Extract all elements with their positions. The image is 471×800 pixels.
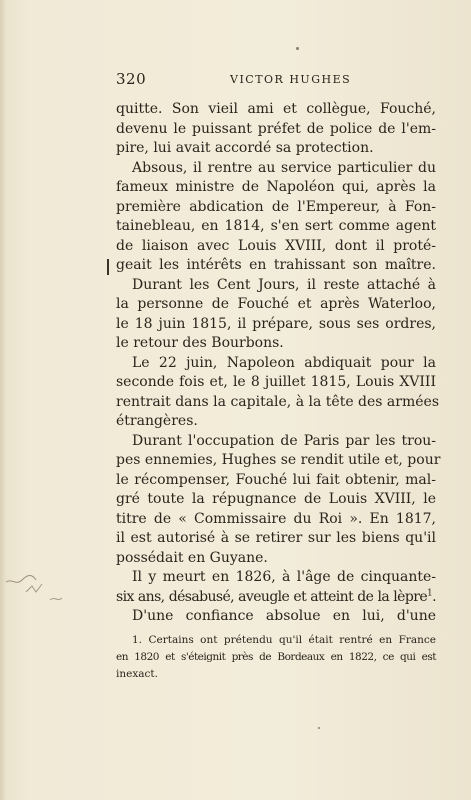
pencil-scribble [2,560,72,620]
text-line: Durant les Cent Jours, il reste attaché à [132,276,436,293]
text-line: pire, lui avait accordé sa protection. [116,140,374,156]
text-line: pes ennemies, Hughes se rendit utile et, pour [116,452,441,468]
text-line: le récompenser, Fouché lui fait obtenir, mal- [116,471,436,488]
text-line: titre de « Commissaire du Roi ». En 1817, [116,510,436,527]
text-line: le 18 juin 1815, il prépare, sous ses ordres, [116,315,436,332]
text-line: la personne de Fouché et après Waterloo, [116,296,436,312]
text-line: D'une confiance absolue en lui, d'une [132,608,436,624]
text-line: le retour des Bourbons. [116,335,284,351]
text-line: tainebleau, en 1814, s'en sert comme agent [116,218,436,234]
footnote-marker: 1 [427,587,433,598]
text-line: fameux ministre de Napoléon qui, après la [116,179,436,195]
page-number: 320 [116,70,147,88]
text-line: quitte. Son vieil ami et collègue, Fouché, [116,101,436,117]
text-line-content: six ans, désabusé, aveugle et atteint de la lèpre [116,588,427,605]
page-gutter-shadow [0,0,6,800]
text-line: Durant l'occupation de Paris par les trou- [132,432,436,449]
footnote-line: inexact. [116,668,158,680]
footnotes [116,632,436,683]
text-line: Il y meurt en 1826, à l'âge de cinquante- [132,569,436,585]
text-line: Le 22 juin, Napoleon abdiquait pour la [132,354,436,371]
text-line: il est autorisé à se retirer sur les biens qu'il [116,530,436,546]
text-line: seconde fois et, le 8 juillet 1815, Louis XVIII [116,374,436,390]
text-line: devenu le puissant préfet de police de l'em- [116,120,436,137]
text-line-with-footnote [116,588,436,608]
text-line: rentrait dans la capitale, à la tête des armées [116,393,440,410]
text-line: de liaison avec Louis XVIII, dont il proté- [116,237,436,254]
text-line: gré toute la répugnance de Louis XVIII, le [116,491,436,507]
footnote-line: 1. Certains ont prétendu qu'il était rentré en France [132,634,436,646]
margin-mark [107,259,109,275]
paper-speck [318,727,320,729]
sentence-end: . [432,588,436,605]
body-text [116,100,441,627]
running-head: VICTOR HUGHES [230,73,352,86]
paper-speck [296,47,299,50]
text-line: étrangères. [116,413,198,429]
text-line: première abdication de l'Empereur, à Fon- [116,198,436,215]
text-line: Absous, il rentre au service particulier du [132,159,436,176]
footnote-line: en 1820 et s'éteignit près de Bordeaux en 1822, ce qui est [116,651,436,663]
text-line: possédait en Guyane. [116,549,268,566]
text-line: geait les intérêts en trahissant son maître. [116,257,436,273]
page-header [116,70,436,90]
